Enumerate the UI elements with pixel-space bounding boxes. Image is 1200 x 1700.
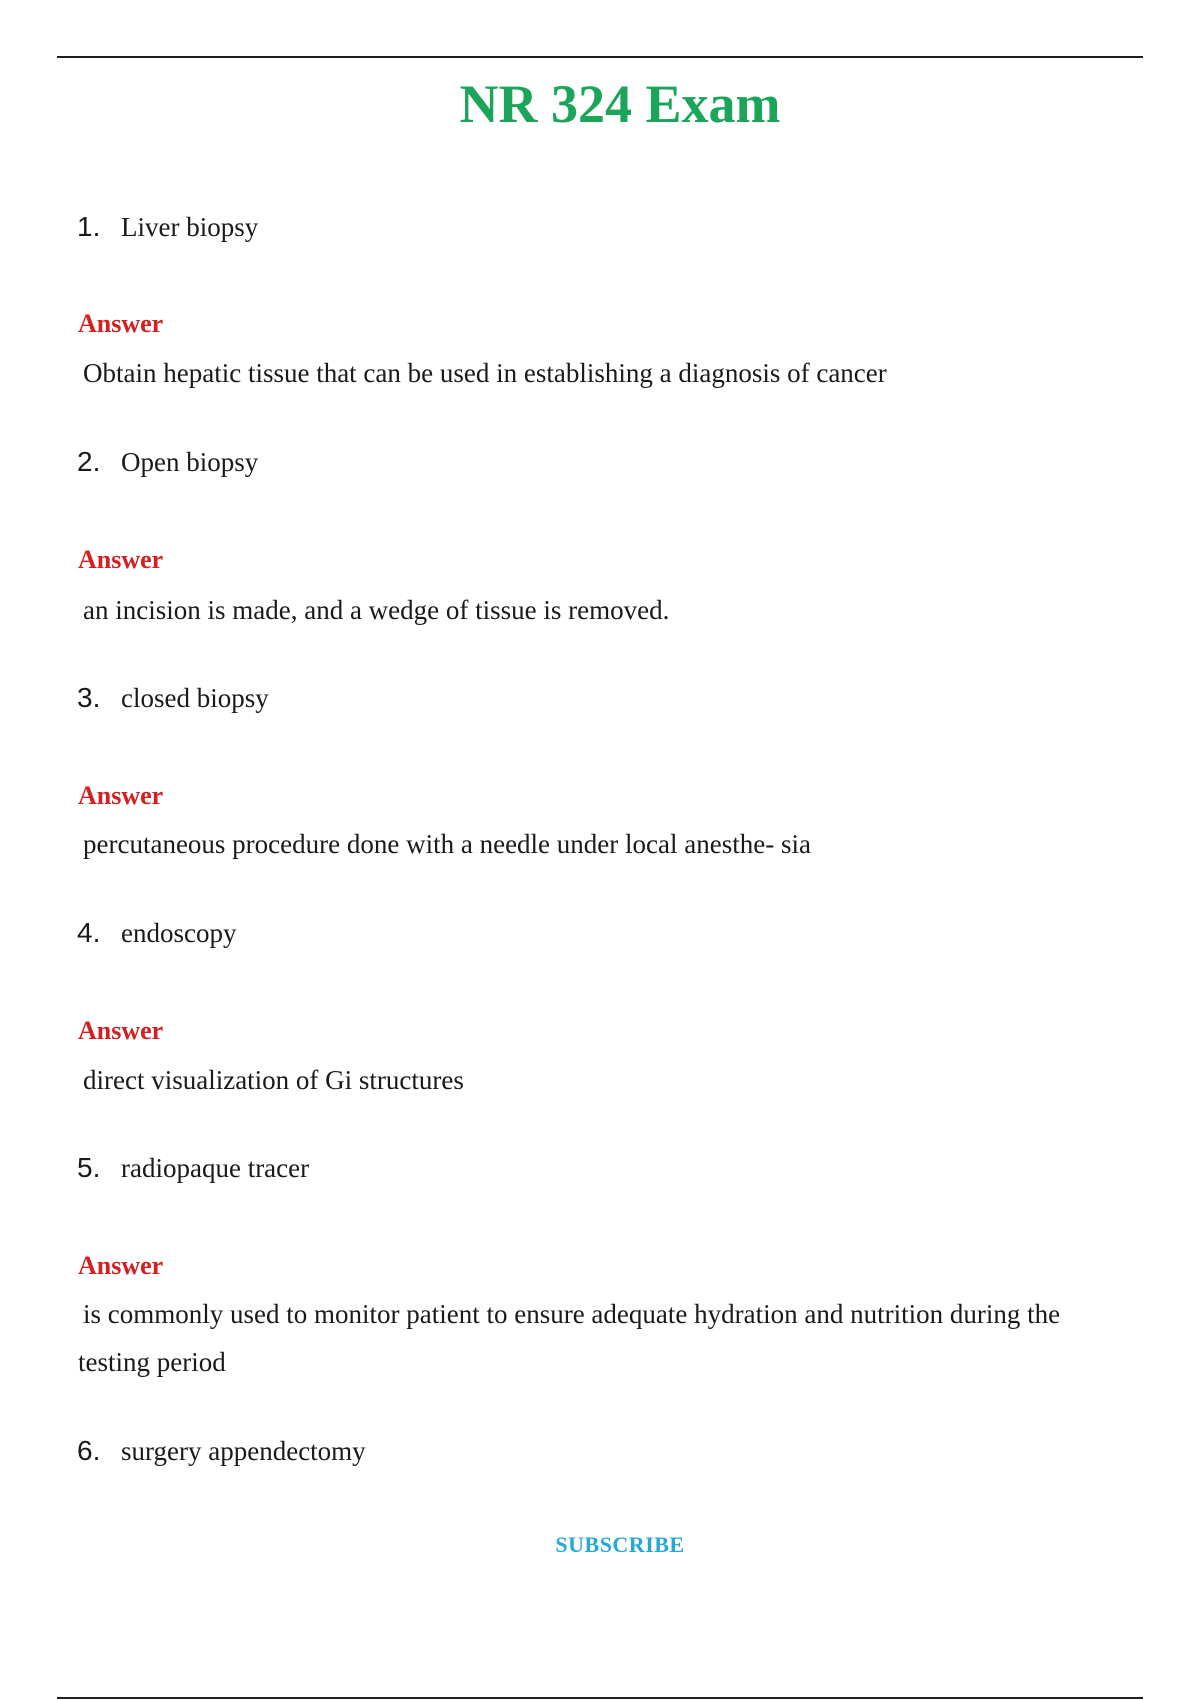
question-term: radiopaque tracer xyxy=(121,1153,310,1183)
answer-text: percutaneous procedure done with a needle under local anesthe- sia xyxy=(83,829,811,859)
question-number: 2. xyxy=(77,446,101,477)
page-title: NR 324 Exam xyxy=(459,74,781,134)
question-term: closed biopsy xyxy=(121,683,269,713)
answer-text: is commonly used to monitor patient to ensure adequate hydration and nutrition during the testing period xyxy=(78,1299,1061,1377)
question-2 xyxy=(77,446,258,478)
question-5 xyxy=(77,1152,309,1184)
question-1 xyxy=(77,211,258,243)
answer-label: Answer xyxy=(78,781,164,810)
bottom-rule xyxy=(57,1697,1143,1699)
question-4 xyxy=(77,917,236,949)
question-term: Liver biopsy xyxy=(121,212,259,242)
question-6 xyxy=(77,1435,366,1467)
answer-label: Answer xyxy=(78,1251,164,1280)
question-3 xyxy=(77,682,269,714)
subscribe-link[interactable]: SUBSCRIBE xyxy=(555,1532,685,1557)
answer-label: Answer xyxy=(78,1016,164,1045)
answer-text: Obtain hepatic tissue that can be used in establishing a diagnosis of cancer xyxy=(83,358,887,388)
question-term: Open biopsy xyxy=(121,447,259,477)
question-term: endoscopy xyxy=(121,918,237,948)
answer-text: an incision is made, and a wedge of tissue is removed. xyxy=(83,595,670,625)
answer-label: Answer xyxy=(78,545,164,574)
question-number: 5. xyxy=(77,1152,101,1183)
question-term: surgery appendectomy xyxy=(121,1436,366,1466)
answer-text: direct visualization of Gi structures xyxy=(83,1065,464,1095)
question-number: 3. xyxy=(77,682,101,713)
question-number: 6. xyxy=(77,1435,101,1466)
top-rule xyxy=(57,56,1143,58)
question-number: 4. xyxy=(77,917,101,948)
question-number: 1. xyxy=(77,211,101,242)
answer-label: Answer xyxy=(78,309,164,338)
